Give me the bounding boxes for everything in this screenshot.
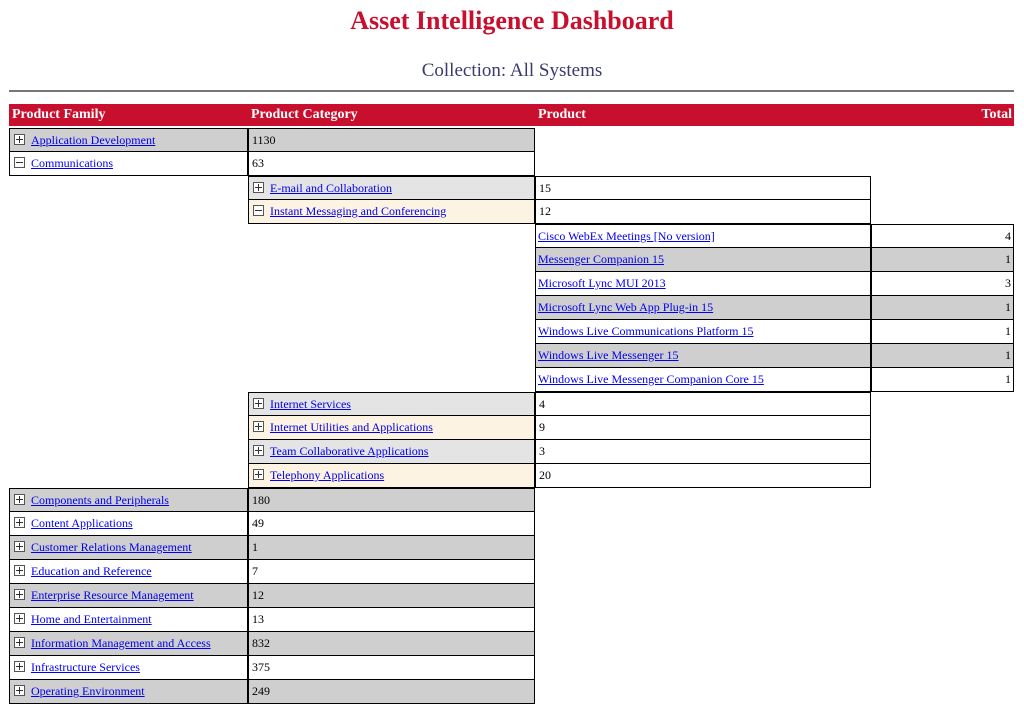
product-family-link[interactable]: Operating Environment	[31, 684, 145, 698]
product-family-link[interactable]: Communications	[31, 156, 113, 170]
product-category-link[interactable]: E-mail and Collaboration	[270, 181, 392, 195]
product-family-link[interactable]: Components and Peripherals	[31, 493, 169, 507]
product-category-row-label	[248, 464, 535, 488]
product-row-label	[535, 272, 871, 296]
expand-icon[interactable]	[14, 613, 25, 624]
expand-icon[interactable]	[253, 182, 264, 193]
collapse-icon[interactable]	[14, 157, 25, 168]
expand-icon[interactable]	[14, 637, 25, 648]
count-value: 9	[535, 416, 871, 440]
product-family-link[interactable]: Information Management and Access	[31, 636, 211, 650]
product-link[interactable]: Windows Live Messenger Companion Core 15	[538, 372, 764, 386]
page-title: Asset Intelligence Dashboard	[350, 6, 674, 35]
product-family-row-label	[9, 488, 248, 512]
collapse-icon[interactable]	[253, 205, 264, 216]
product-family-row-label	[9, 656, 248, 680]
product-category-row-label	[248, 392, 535, 416]
product-category-row-label	[248, 440, 535, 464]
count-value: 1	[248, 536, 535, 560]
product-row-label	[535, 320, 871, 344]
product-category-row-label	[248, 200, 535, 224]
product-family-link[interactable]: Infrastructure Services	[31, 660, 140, 674]
product-category-row-label	[248, 416, 535, 440]
product-category-link[interactable]: Telephony Applications	[270, 468, 385, 482]
product-row-label	[535, 224, 871, 248]
product-family-row-label	[9, 536, 248, 560]
expand-icon[interactable]	[253, 421, 264, 432]
product-category-link[interactable]: Instant Messaging and Conferencing	[270, 204, 447, 218]
column-header-product-family: Product Family	[9, 104, 248, 126]
page-subtitle: Collection: All Systems	[421, 60, 603, 81]
product-category-row-label	[248, 176, 535, 200]
product-link[interactable]: Windows Live Messenger 15	[538, 348, 679, 362]
product-category-link[interactable]: Internet Utilities and Applications	[270, 420, 433, 434]
product-family-row-label	[9, 584, 248, 608]
column-header-total: Total	[871, 104, 1014, 126]
count-value: 15	[535, 176, 871, 200]
product-link[interactable]: Microsoft Lync Web App Plug-in 15	[538, 300, 714, 314]
expand-icon[interactable]	[253, 398, 264, 409]
column-header-product-category: Product Category	[248, 104, 535, 126]
count-value: 12	[248, 584, 535, 608]
header-divider	[9, 90, 1014, 92]
product-family-row-label	[9, 608, 248, 632]
count-value: 12	[535, 200, 871, 224]
count-value: 63	[248, 152, 535, 176]
product-family-link[interactable]: Content Applications	[31, 516, 133, 530]
expand-icon[interactable]	[14, 134, 25, 145]
product-family-row-label	[9, 152, 248, 176]
product-link[interactable]: Messenger Companion 15	[538, 252, 664, 266]
expand-icon[interactable]	[14, 541, 25, 552]
count-value: 180	[248, 488, 535, 512]
count-value: 1	[871, 296, 1014, 320]
count-value: 249	[248, 680, 535, 704]
expand-icon[interactable]	[14, 565, 25, 576]
product-family-row-label	[9, 680, 248, 704]
expand-icon[interactable]	[253, 445, 264, 456]
expand-icon[interactable]	[14, 661, 25, 672]
expand-icon[interactable]	[14, 494, 25, 505]
expand-icon[interactable]	[14, 517, 25, 528]
count-value: 1	[871, 344, 1014, 368]
count-value: 1130	[248, 128, 535, 152]
count-value: 4	[535, 392, 871, 416]
product-family-row-label	[9, 512, 248, 536]
product-family-row-label	[9, 632, 248, 656]
count-value: 1	[871, 248, 1014, 272]
product-category-link[interactable]: Team Collaborative Applications	[270, 444, 429, 458]
product-family-row-label	[9, 560, 248, 584]
count-value: 832	[248, 632, 535, 656]
product-row-label	[535, 368, 871, 392]
expand-icon[interactable]	[14, 685, 25, 696]
count-value: 375	[248, 656, 535, 680]
product-row-label	[535, 248, 871, 272]
expand-icon[interactable]	[253, 469, 264, 480]
count-value: 3	[871, 272, 1014, 296]
expand-icon[interactable]	[14, 589, 25, 600]
product-category-link[interactable]: Internet Services	[270, 397, 351, 411]
product-family-link[interactable]: Customer Relations Management	[31, 540, 192, 554]
count-value: 20	[535, 464, 871, 488]
count-value: 1	[871, 320, 1014, 344]
count-value: 7	[248, 560, 535, 584]
product-row-label	[535, 296, 871, 320]
product-family-link[interactable]: Education and Reference	[31, 564, 152, 578]
column-header-product: Product	[535, 104, 871, 126]
product-link[interactable]: Windows Live Communications Platform 15	[538, 324, 754, 338]
count-value: 49	[248, 512, 535, 536]
product-family-link[interactable]: Enterprise Resource Management	[31, 588, 194, 602]
product-family-link[interactable]: Application Development	[31, 133, 156, 147]
count-value: 13	[248, 608, 535, 632]
product-row-label	[535, 344, 871, 368]
count-value: 3	[535, 440, 871, 464]
product-family-link[interactable]: Home and Entertainment	[31, 612, 152, 626]
product-link[interactable]: Cisco WebEx Meetings [No version]	[538, 229, 715, 243]
product-family-row-label	[9, 128, 248, 152]
count-value: 1	[871, 368, 1014, 392]
product-link[interactable]: Microsoft Lync MUI 2013	[538, 276, 666, 290]
count-value: 4	[871, 224, 1014, 248]
